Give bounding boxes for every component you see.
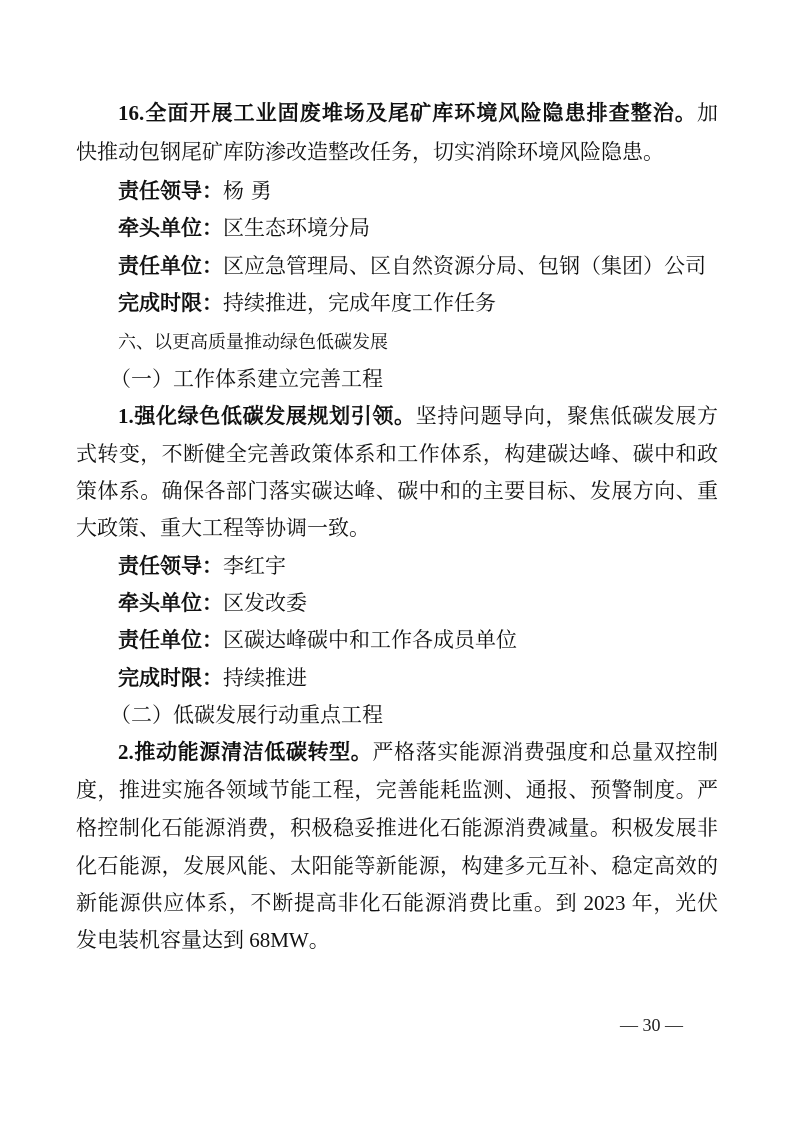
- item16-resp-unit-label: 责任单位：: [118, 254, 223, 278]
- item2-body-start: 严格落实能源消费强度和总量双控制: [372, 740, 718, 764]
- item2-line5-end: 年，光伏: [631, 891, 718, 915]
- item2-number: 2.: [118, 740, 134, 764]
- item16-leader-label: 责任领导：: [118, 179, 223, 203]
- item2-line6-text: 发电装机容量达到: [76, 928, 244, 952]
- item2-year: 2023: [577, 891, 632, 915]
- item16-number: 16.: [118, 101, 145, 125]
- item16-lead-unit-label: 牵头单位：: [118, 216, 223, 240]
- item1-heading-line: [118, 398, 718, 435]
- item1-deadline-row: [118, 660, 718, 697]
- item2-title: 推动能源清洁低碳转型。: [133, 740, 373, 764]
- item16-heading-line: [118, 95, 718, 132]
- item16-body-start: 加: [697, 101, 718, 125]
- item2-capacity: 68MW: [244, 928, 309, 952]
- item16-leader-row: [118, 173, 718, 210]
- item1-resp-unit-row: [118, 622, 718, 659]
- item1-resp-unit-label: 责任单位：: [118, 628, 223, 652]
- item16-title: 全面开展工业固废堆场及尾矿库环境风险隐患排查整治。: [144, 101, 697, 125]
- item1-lead-unit: 区发改委: [223, 591, 307, 615]
- item1-lead-unit-row: [118, 585, 718, 622]
- item1-leader-label: 责任领导：: [118, 554, 223, 578]
- item1-resp-unit: 区碳达峰碳中和工作各成员单位: [223, 628, 517, 652]
- item16-lead-unit: 区生态环境分局: [223, 216, 370, 240]
- item1-body-line: 策体系。确保各部门落实碳达峰、碳中和的主要目标、发展方向、重: [76, 479, 718, 503]
- section6-heading: 六、以更高质量推动绿色低碳发展: [118, 332, 388, 353]
- item1-leader-row: [118, 548, 718, 585]
- page-number: — 30 —: [620, 1015, 683, 1035]
- item2-body-line: [76, 885, 718, 922]
- sub1-heading: （一）工作体系建立完善工程: [110, 367, 383, 391]
- item16-leader: 杨 勇: [223, 179, 272, 203]
- item1-number: 1.: [118, 404, 134, 428]
- item1-body-start: 坚持问题导向，聚焦低碳发展方: [415, 404, 718, 428]
- item1-deadline: 持续推进: [223, 666, 307, 690]
- item1-leader: 李红宇: [223, 554, 286, 578]
- item1-title: 强化绿色低碳发展规划引领。: [133, 404, 416, 428]
- item2-heading-line: [118, 734, 718, 771]
- item1-lead-unit-label: 牵头单位：: [118, 591, 223, 615]
- item2-body-line: 化石能源，发展风能、太阳能等新能源，构建多元互补、稳定高效的: [76, 854, 718, 878]
- item1-body-line: 大政策、重大工程等协调一致。: [76, 516, 370, 540]
- sub2-heading: （二）低碳发展行动重点工程: [110, 703, 383, 727]
- item2-line6-end: 。: [308, 928, 330, 952]
- item2-body-line: [76, 922, 718, 959]
- item16-resp-unit: 区应急管理局、区自然资源分局、包钢（集团）公司: [223, 254, 706, 278]
- item16-resp-unit-row: [118, 248, 718, 285]
- item16-lead-unit-row: [118, 210, 718, 247]
- item2-line5-text: 新能源供应体系，不断提高非化石能源消费比重。到: [76, 891, 578, 915]
- item1-body-line: 式转变，不断健全完善政策体系和工作体系，构建碳达峰、碳中和政: [76, 442, 718, 466]
- item2-body-line: 度，推进实施各领域节能工程，完善能耗监测、通报、预警制度。严: [76, 778, 718, 802]
- item1-deadline-label: 完成时限：: [118, 666, 223, 690]
- item2-body-line: 格控制化石能源消费，积极稳妥推进化石能源消费减量。积极发展非: [76, 816, 718, 840]
- item16-deadline-row: [118, 285, 718, 322]
- item16-deadline-label: 完成时限：: [118, 291, 223, 315]
- item16-body-line: 快推动包钢尾矿库防渗改造整改任务，切实消除环境风险隐患。: [76, 140, 664, 164]
- item16-deadline: 持续推进，完成年度工作任务: [223, 291, 496, 315]
